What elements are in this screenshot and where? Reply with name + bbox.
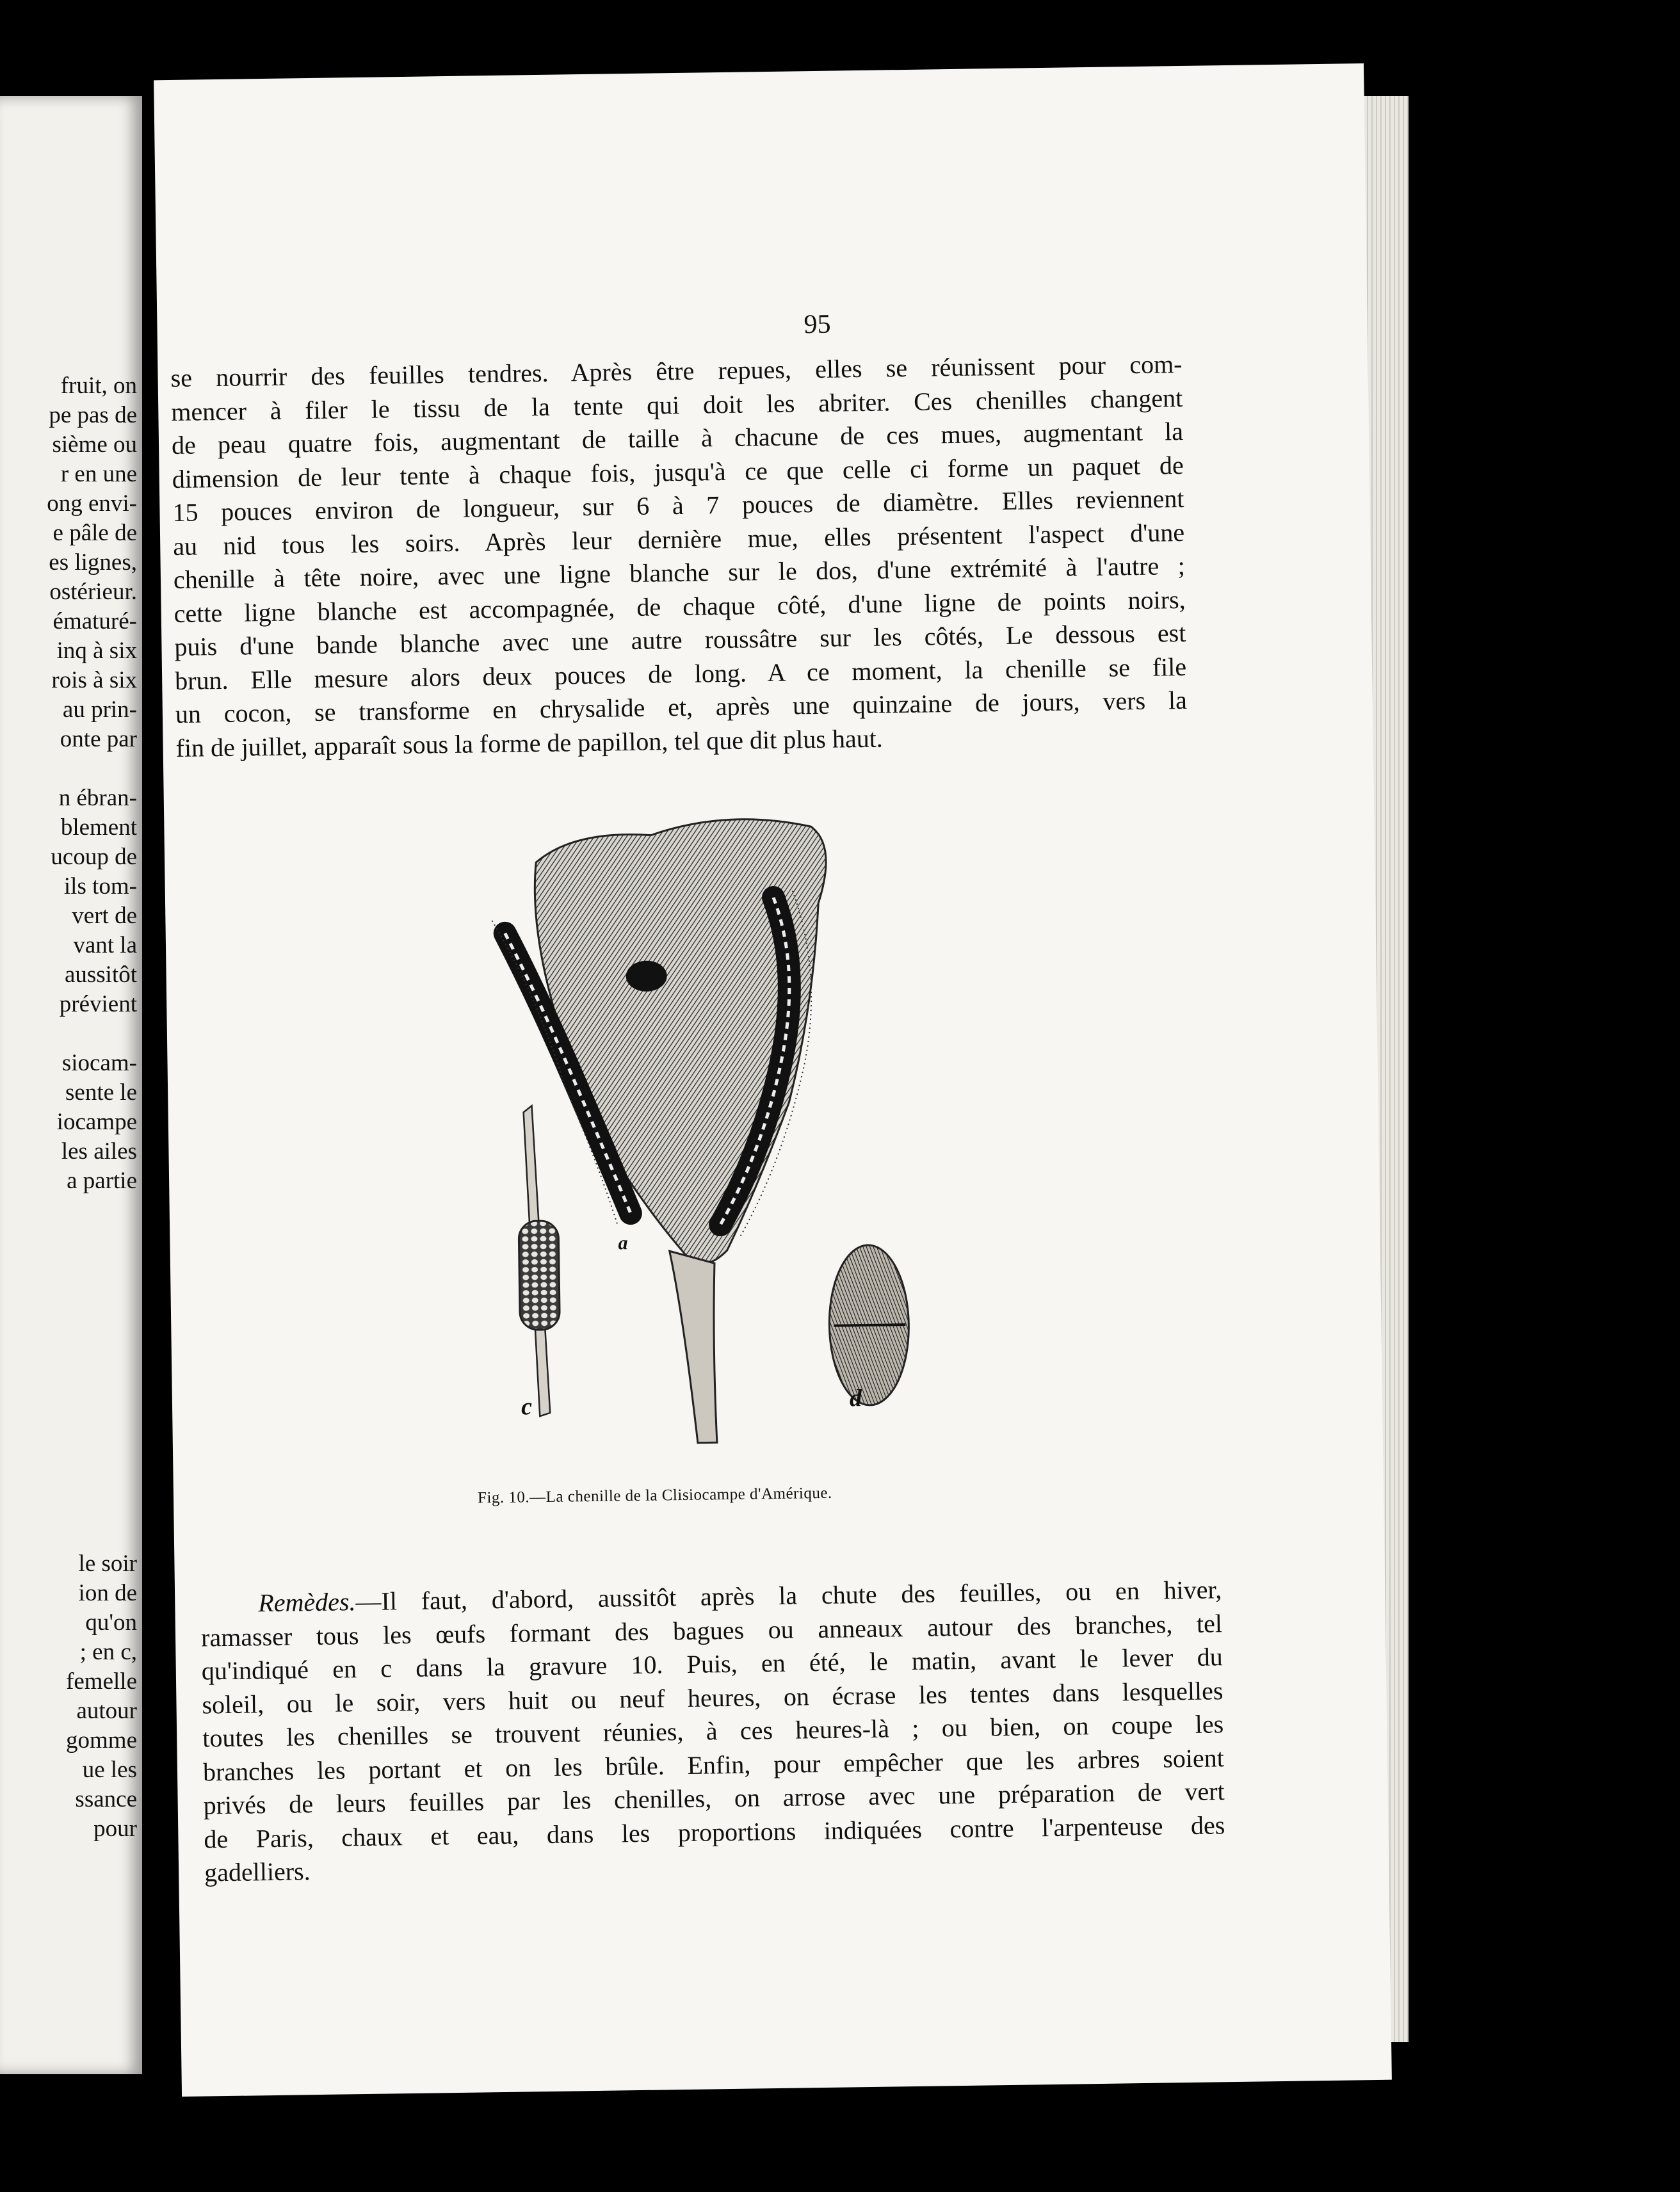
left-page-line: rois à six xyxy=(51,667,137,693)
left-page-line: prévient xyxy=(59,991,137,1017)
text-line: soleil, ou le soir, vers huit ou neuf heures, on écrase les tentes dans lesquelles xyxy=(202,1675,1224,1720)
page-number: 95 xyxy=(804,309,831,340)
left-page-line: ématuré- xyxy=(52,608,137,634)
left-page-line: ; en c, xyxy=(79,1639,137,1665)
left-page-line: sente le xyxy=(65,1079,137,1106)
previous-page-fragment xyxy=(0,96,142,2074)
left-page-line: onte par xyxy=(60,726,137,752)
text-line: au nid tous les soirs. Après leur dernière mue, elles présentent l'aspect d'une xyxy=(172,517,1185,561)
left-page-line: ion de xyxy=(78,1580,137,1606)
text-line: qu'indiqué en c dans la gravure 10. Puis, en été, le matin, avant le lever du xyxy=(201,1642,1223,1686)
left-page-line: e pâle de xyxy=(52,520,137,546)
left-page-line: blement xyxy=(60,814,137,841)
left-page-line: inq à six xyxy=(56,638,137,664)
left-page-line: autour xyxy=(76,1698,137,1724)
text-line: branches les portant et on les brûle. Enfin, pour empêcher que les arbres soient xyxy=(202,1743,1225,1787)
left-page-line: siocam- xyxy=(61,1050,137,1076)
text-line: mencer à filer le tissu de la tente qui doit les abriter. Ces chenilles changent xyxy=(171,383,1183,426)
text-line: dimension de leur tente à chaque fois, jusqu'à ce que celle ci forme un paquet de xyxy=(172,450,1184,494)
left-page-line: sième ou xyxy=(52,431,137,458)
left-page-line: ils tom- xyxy=(63,873,137,899)
left-page-line: vant la xyxy=(73,932,137,958)
egg-ring xyxy=(519,1221,560,1330)
left-page-line: r en une xyxy=(60,461,137,487)
left-page-line: ostérieur. xyxy=(49,579,137,605)
text-line: gadelliers. xyxy=(204,1857,311,1887)
left-page-line: es lignes, xyxy=(49,549,137,576)
left-page-line: ue les xyxy=(82,1757,137,1783)
left-page-line: les ailes xyxy=(61,1138,137,1164)
text-line: fin de juillet, apparaît sous la forme de papillon, tel que dit plus haut. xyxy=(175,723,884,762)
left-page-line: ssance xyxy=(75,1786,137,1812)
left-page-line: vert de xyxy=(72,903,137,929)
figure-label-a: a xyxy=(618,1232,628,1254)
left-page-line: femelle xyxy=(66,1668,137,1695)
left-page-line: fruit, on xyxy=(60,373,137,399)
caterpillar-engraving-figure xyxy=(452,800,936,1536)
text-line: privés de leurs feuilles par les chenilles, on arrose avec une préparation de vert xyxy=(203,1777,1225,1820)
text-line: ramasser tous les œufs formant des bagues ou anneaux autour des branches, tel xyxy=(200,1608,1223,1652)
left-page-line: n ébran- xyxy=(58,785,137,811)
text-line: toutes les chenilles se trouvent réunies, à ces heures-là ; ou bien, on coupe les xyxy=(202,1709,1224,1753)
text-line: puis d'une bande blanche avec une autre roussâtre sur les côtés, Le dessous est xyxy=(174,618,1186,661)
text-line: de peau quatre fois, augmentant de taille à chacune de ces mues, augmentant la xyxy=(171,416,1184,460)
figure-label-d: d xyxy=(849,1385,862,1412)
left-page-line: ucoup de xyxy=(51,844,137,870)
text-line: de Paris, chaux et eau, dans les proportions indiquées contre l'arpenteuse des xyxy=(204,1810,1225,1854)
text-line: 15 pouces environ de longueur, sur 6 à 7 pouces de diamètre. Elles reviennent xyxy=(172,483,1184,528)
text-line: un cocon, se transforme en chrysalide et, après une quinzaine de jours, vers la xyxy=(175,685,1188,729)
figure-caption: Fig. 10.—La chenille de la Clisiocampe d'Amérique. xyxy=(477,1484,832,1507)
twig xyxy=(670,1250,717,1443)
left-page-line: iocampe xyxy=(56,1109,137,1135)
left-page-line: qu'on xyxy=(85,1609,137,1636)
text-line: cette ligne blanche est accompagnée, de chaque côté, d'une ligne de points noirs, xyxy=(174,584,1186,628)
text-line: se nourrir des feuilles tendres. Après être repues, elles se réunissent pour com- xyxy=(170,349,1183,393)
left-page-line: gomme xyxy=(66,1727,137,1753)
remedes-heading: Remèdes. xyxy=(258,1587,356,1618)
left-page-line: le soir xyxy=(78,1551,137,1577)
left-page-line: pour xyxy=(93,1816,137,1842)
text-line: chenille à tête noire, avec une ligne blanche sur le dos, d'une extrémité à l'autre ; xyxy=(173,551,1186,594)
text-line: brun. Elle mesure alors deux pouces de long. A ce moment, la chenille se file xyxy=(174,652,1187,695)
book-page xyxy=(154,63,1392,2097)
left-page-line: a partie xyxy=(67,1168,137,1194)
remedes-line-rest: —Il faut, d'abord, aussitôt après la chute des feuilles, ou en hiver, xyxy=(355,1575,1222,1616)
remedes-paragraph xyxy=(200,1573,1225,1890)
left-page-line: ong envi- xyxy=(47,490,137,517)
left-page-line: au prin- xyxy=(62,697,137,723)
left-page-line: pe pas de xyxy=(49,402,137,428)
figure-label-c: c xyxy=(521,1393,533,1421)
body-paragraph-top xyxy=(170,348,1188,765)
left-page-line: aussitôt xyxy=(64,962,137,988)
